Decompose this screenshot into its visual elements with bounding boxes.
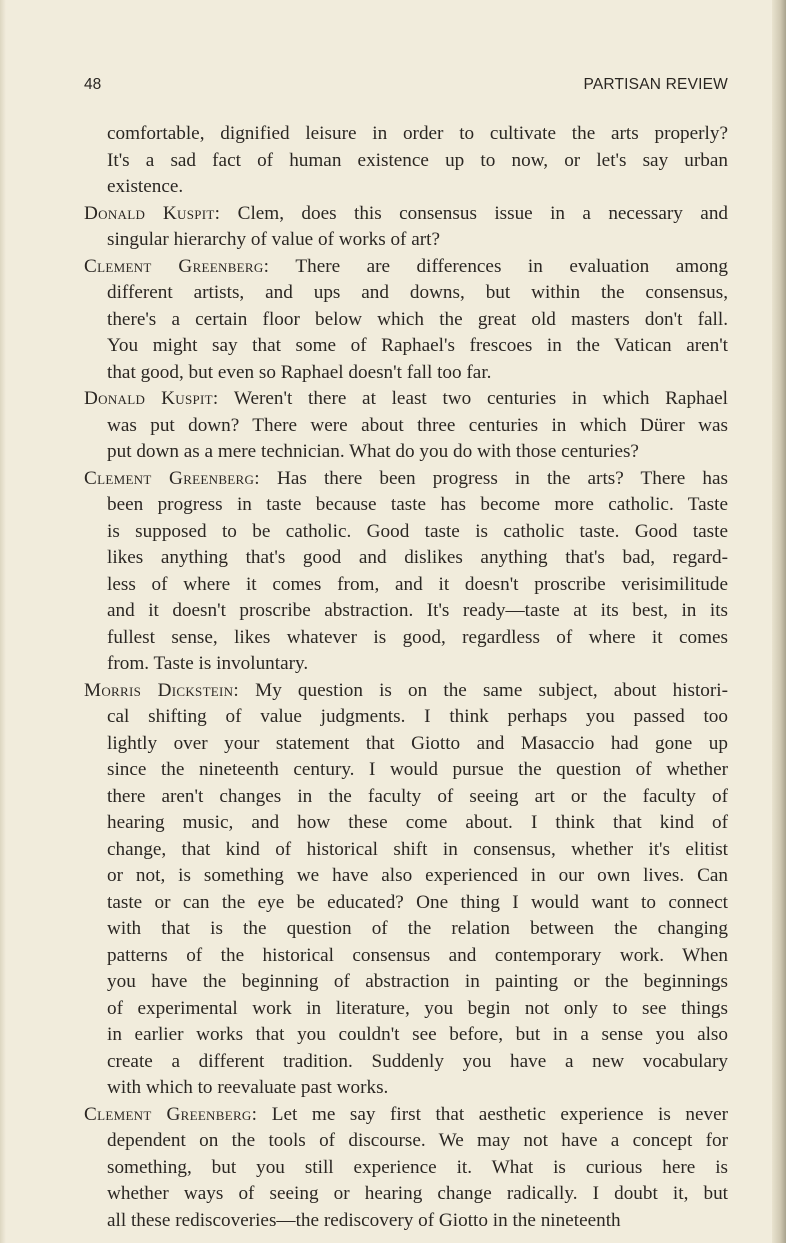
text-line <box>107 916 728 943</box>
text-line-content <box>107 1155 728 1182</box>
speaker-paragraph <box>84 254 728 387</box>
text-line-content <box>84 466 728 493</box>
line-text: all these rediscoveries—the rediscovery of Giotto in the nineteenth <box>107 1209 621 1231</box>
page-edge-shadow <box>772 0 786 1243</box>
text-line <box>84 201 728 228</box>
line-text: dependent on the tools of discourse. We may not have a concept for <box>107 1130 728 1151</box>
paragraph <box>84 121 728 201</box>
text-line <box>107 545 728 572</box>
text-line-content <box>107 1208 728 1235</box>
text-line <box>107 439 728 466</box>
text-line-content <box>107 625 728 652</box>
line-text: Let me say first that aesthetic experience is never <box>257 1103 728 1125</box>
text-line-content <box>107 757 728 784</box>
line-text: less of where it comes from, and it doesn't proscribe verisimilitude <box>107 573 728 595</box>
text-line-content <box>107 890 728 917</box>
line-text: existence. <box>107 176 184 197</box>
page-number: 48 <box>84 76 102 93</box>
line-text: cal shifting of value judgments. I think perhaps you passed too <box>107 706 728 727</box>
text-line <box>107 890 728 917</box>
text-line <box>107 413 728 440</box>
line-text: or not, is something we have also experienced in our own lives. Can <box>107 865 728 886</box>
text-line-content <box>107 492 728 519</box>
line-text: taste or can the eye be educated? One thing I would want to connect <box>107 891 728 913</box>
line-text: whether ways of seeing or hearing change radically. I doubt it, but <box>107 1183 728 1204</box>
text-line-content <box>107 837 728 864</box>
line-text: hearing music, and how these come about. I think that kind of <box>107 812 728 833</box>
text-line <box>107 837 728 864</box>
text-line-content <box>107 969 728 996</box>
speaker-name: Morris Dickstein: <box>84 679 239 701</box>
line-text: My question is on the same subject, about histori- <box>239 679 728 701</box>
text-line <box>107 227 728 254</box>
text-line-content <box>107 413 728 440</box>
text-line <box>107 1181 728 1208</box>
line-text: with that is the question of the relation between the changing <box>107 918 728 939</box>
text-line-content <box>107 280 728 307</box>
text-line <box>107 519 728 546</box>
text-line <box>107 1155 728 1182</box>
speaker-name: Donald Kuspit: <box>84 202 221 224</box>
text-line <box>107 996 728 1023</box>
line-text: fullest sense, likes whatever is good, regardless of where it comes <box>107 626 728 648</box>
text-line-content <box>107 1181 728 1208</box>
text-line <box>107 943 728 970</box>
text-line <box>107 651 728 678</box>
text-line <box>107 1128 728 1155</box>
text-line-content <box>107 863 728 890</box>
text-line-content <box>107 333 728 360</box>
text-line <box>107 598 728 625</box>
line-text: there aren't changes in the faculty of seeing art or the faculty of <box>107 785 728 807</box>
text-line <box>107 969 728 996</box>
line-text: that good, but even so Raphael doesn't fall too far. <box>107 361 492 383</box>
text-line <box>107 572 728 599</box>
line-text: was put down? There were about three centuries in which Dürer was <box>107 414 728 436</box>
speaker-paragraph <box>84 1102 728 1235</box>
text-line-content <box>107 1128 728 1155</box>
line-text: different artists, and ups and downs, but within the consensus, <box>107 282 728 303</box>
text-line-content <box>107 1075 728 1102</box>
speaker-paragraph <box>84 201 728 254</box>
text-line-content <box>107 784 728 811</box>
line-text: you have the beginning of abstraction in painting or the beginnings <box>107 971 728 992</box>
text-line <box>84 466 728 493</box>
text-line-content <box>107 916 728 943</box>
line-text: change, that kind of historical shift in consensus, whether it's elitist <box>107 838 728 860</box>
text-line-content <box>107 572 728 599</box>
text-line <box>107 360 728 387</box>
text-line <box>107 784 728 811</box>
text-line-content <box>84 386 728 413</box>
text-line <box>107 757 728 784</box>
line-text: patterns of the historical consensus and contemporary work. When <box>107 944 728 966</box>
text-line-content <box>107 148 728 175</box>
text-line <box>107 810 728 837</box>
text-line-content <box>84 678 728 705</box>
text-line <box>84 386 728 413</box>
text-line <box>107 121 728 148</box>
text-line-content <box>107 996 728 1023</box>
line-text: something, but you still experience it. What is curious here is <box>107 1156 728 1178</box>
line-text: put down as a mere technician. What do you do with those centuries? <box>107 441 639 462</box>
line-text: and it doesn't proscribe abstraction. It's ready—taste at its best, in its <box>107 600 728 621</box>
text-line <box>107 333 728 360</box>
text-line <box>107 1022 728 1049</box>
text-line <box>107 148 728 175</box>
line-text: in earlier works that you couldn't see before, but in a sense you also <box>107 1024 728 1045</box>
text-line <box>107 625 728 652</box>
line-text: from. Taste is involuntary. <box>107 653 309 674</box>
speaker-name: Clement Greenberg: <box>84 1103 258 1125</box>
text-line-content <box>107 1022 728 1049</box>
line-text: since the nineteenth century. I would pursue the question of whether <box>107 759 728 780</box>
line-text: You might say that some of Raphael's frescoes in the Vatican aren't <box>107 335 728 356</box>
text-line-content <box>107 439 728 466</box>
text-line <box>107 307 728 334</box>
line-text: lightly over your statement that Giotto and Masaccio had gone up <box>107 732 728 754</box>
text-line <box>107 280 728 307</box>
body-text <box>84 121 728 1234</box>
text-line-content <box>84 1102 728 1129</box>
line-text: been progress in taste because taste has become more catholic. Taste <box>107 494 728 515</box>
running-head-title: PARTISAN REVIEW <box>583 76 728 93</box>
text-line-content <box>107 810 728 837</box>
text-line <box>107 492 728 519</box>
line-text: create a different tradition. Suddenly you have a new vocabulary <box>107 1050 728 1072</box>
text-line-content <box>107 307 728 334</box>
text-line <box>107 731 728 758</box>
speaker-paragraph <box>84 678 728 1102</box>
speaker-name: Clement Greenberg: <box>84 467 260 489</box>
text-line <box>107 863 728 890</box>
line-text: Weren't there at least two centuries in which Raphael <box>218 388 728 409</box>
text-line <box>107 174 728 201</box>
text-line-content <box>107 651 728 678</box>
text-line-content <box>107 943 728 970</box>
line-text: there's a certain floor below which the great old masters don't fall. <box>107 308 728 330</box>
text-line <box>107 1075 728 1102</box>
line-text: is supposed to be catholic. Good taste is catholic taste. Good taste <box>107 520 728 542</box>
line-text: Has there been progress in the arts? There has <box>259 467 728 489</box>
line-text: Clem, does this consensus issue in a necessary and <box>220 202 729 224</box>
line-text: with which to reevaluate past works. <box>107 1077 389 1098</box>
line-text: It's a sad fact of human existence up to now, or let's say urban <box>107 149 728 171</box>
text-line-content <box>107 121 728 148</box>
line-text: singular hierarchy of value of works of art? <box>107 229 440 250</box>
text-line <box>84 678 728 705</box>
line-text: likes anything that's good and dislikes anything that's bad, regard- <box>107 547 728 568</box>
text-line <box>84 254 728 281</box>
text-line-content <box>107 227 728 254</box>
text-line <box>107 1208 728 1235</box>
text-line-content <box>84 254 728 281</box>
text-line-content <box>84 201 728 228</box>
page-gutter-shadow <box>0 0 6 1243</box>
line-text: There are differences in evaluation among <box>269 255 728 277</box>
text-line <box>107 1049 728 1076</box>
text-line-content <box>107 174 728 201</box>
text-line-content <box>107 1049 728 1076</box>
line-text: of experimental work in literature, you begin not only to see things <box>107 997 728 1019</box>
text-line <box>84 1102 728 1129</box>
speaker-paragraph <box>84 466 728 678</box>
text-line-content <box>107 598 728 625</box>
speaker-paragraph <box>84 386 728 466</box>
text-line-content <box>107 360 728 387</box>
text-line-content <box>107 545 728 572</box>
speaker-name: Clement Greenberg: <box>84 255 270 277</box>
text-line-content <box>107 704 728 731</box>
line-text: comfortable, dignified leisure in order to cultivate the arts properly? <box>107 123 728 144</box>
speaker-name: Donald Kuspit: <box>84 388 219 409</box>
text-line-content <box>107 731 728 758</box>
text-line-content <box>107 519 728 546</box>
text-line <box>107 704 728 731</box>
